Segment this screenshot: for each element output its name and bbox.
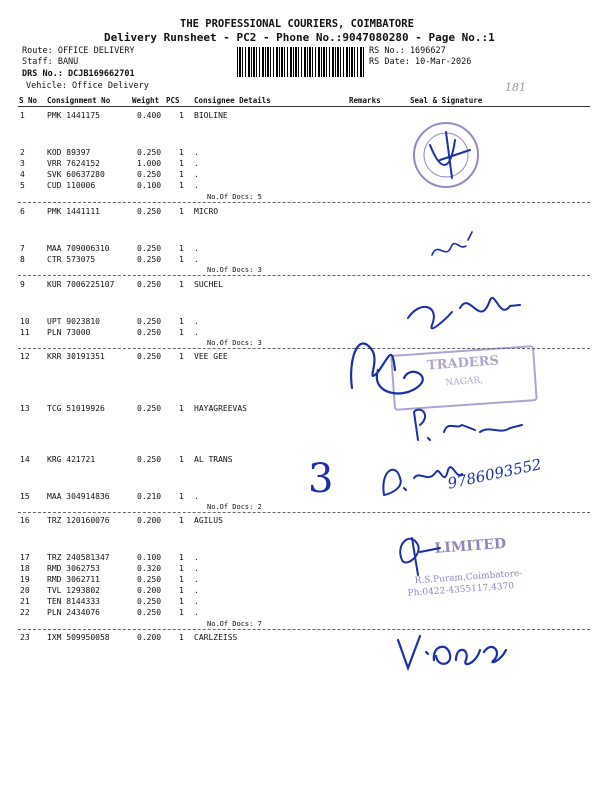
table-row: 4 SVK 60637280 0.250 1 .	[20, 170, 199, 179]
rs-date: RS Date: 10-Mar-2026	[369, 57, 472, 67]
docs-count: No.Of Docs: 5	[207, 193, 262, 201]
table-row: 3 VRR 7624152 1.000 1 .	[20, 159, 199, 168]
col-consignee: Consignee Details	[194, 96, 271, 105]
col-remarks: Remarks	[349, 96, 381, 105]
col-sno: S No	[19, 96, 38, 105]
signature-row13	[414, 410, 522, 440]
table-row: 9 KUR 7006225107 0.250 1 SUCHEL	[20, 280, 223, 289]
table-row: 7 MAA 709006310 0.250 1 .	[20, 244, 199, 253]
table-row: 19 RMD 3062711 0.250 1 .	[20, 575, 199, 584]
docs-count: No.Of Docs: 2	[207, 503, 262, 511]
table-row: 21 TEN 8144333 0.250 1 .	[20, 597, 199, 606]
table-row: 17 TRZ 240581347 0.100 1 .	[20, 553, 199, 562]
signature-row14	[383, 467, 462, 495]
table-row: 13 TCG 51019926 0.250 1 HAYAGREEVAS	[20, 404, 247, 413]
table-row: 1 PMK 1441175 0.400 1 BIOLINE	[20, 111, 228, 120]
company-stamp: LIMITED R.S.Puram,Coimbatore- Ph:0422-4355117,4370	[407, 535, 523, 599]
table-row: 11 PLN 73000 0.250 1 .	[20, 328, 199, 337]
table-row: 18 RMD 3062753 0.320 1 .	[20, 564, 199, 573]
signature-row9	[408, 298, 520, 328]
table-row: 2 KOD 89397 0.250 1 .	[20, 148, 199, 157]
table-row: 10 UPT 9023810 0.250 1 .	[20, 317, 199, 326]
signature-row12	[351, 344, 423, 394]
table-row: 5 CUD 110006 0.100 1 .	[20, 181, 199, 190]
runsheet-subtitle: Delivery Runsheet - PC2 - Phone No.:9047080280 - Page No.:1	[104, 31, 495, 44]
table-row: 6 PMK 1441111 0.250 1 MICRO	[20, 207, 219, 216]
signature-row16	[400, 538, 440, 575]
table-row: 22 PLN 2434076 0.250 1 .	[20, 608, 199, 617]
table-row: 16 TRZ 120160076 0.200 1 AGILUS	[20, 516, 223, 525]
col-seal-signature: Seal & Signature	[410, 96, 483, 105]
route-label: Route: OFFICE DELIVERY	[22, 46, 135, 56]
signature-row6	[432, 232, 472, 255]
drs-number: DRS No.: DCJB169662701	[22, 69, 135, 79]
col-pcs: PCS	[166, 96, 180, 105]
docs-count: No.Of Docs: 3	[207, 266, 262, 274]
table-row: 8 CTR 573075 0.250 1 .	[20, 255, 199, 264]
staff-label: Staff: BANU	[22, 57, 79, 67]
corner-note: 181	[505, 81, 526, 94]
table-row: 15 MAA 304914836 0.210 1 .	[20, 492, 199, 501]
docs-count: No.Of Docs: 3	[207, 339, 262, 347]
signature-row23	[398, 636, 506, 668]
table-row: 20 TVL 1293802 0.200 1 .	[20, 586, 199, 595]
table-row: 14 KRG 421721 0.250 1 AL TRANS	[20, 455, 233, 464]
signature-row1	[430, 132, 470, 178]
vehicle-label: Vehicle: Office Delivery	[26, 81, 149, 91]
handwritten-phone: 9786093552	[446, 455, 544, 493]
table-row: 12 KRR 30191351 0.250 1 VEE GEE	[20, 352, 228, 361]
handwritten-mark: 3	[308, 456, 334, 502]
col-consignment: Consignment No	[47, 96, 111, 105]
traders-stamp: TRADERS NAGAR,	[390, 345, 538, 411]
table-row: 23 IXM 509950058 0.200 1 CARLZEISS	[20, 633, 238, 642]
col-weight: Weight	[132, 96, 160, 105]
company-title: THE PROFESSIONAL COURIERS, COIMBATORE	[180, 18, 414, 30]
rs-number: RS No.: 1696627	[369, 46, 446, 56]
docs-count: No.Of Docs: 7	[207, 620, 262, 628]
